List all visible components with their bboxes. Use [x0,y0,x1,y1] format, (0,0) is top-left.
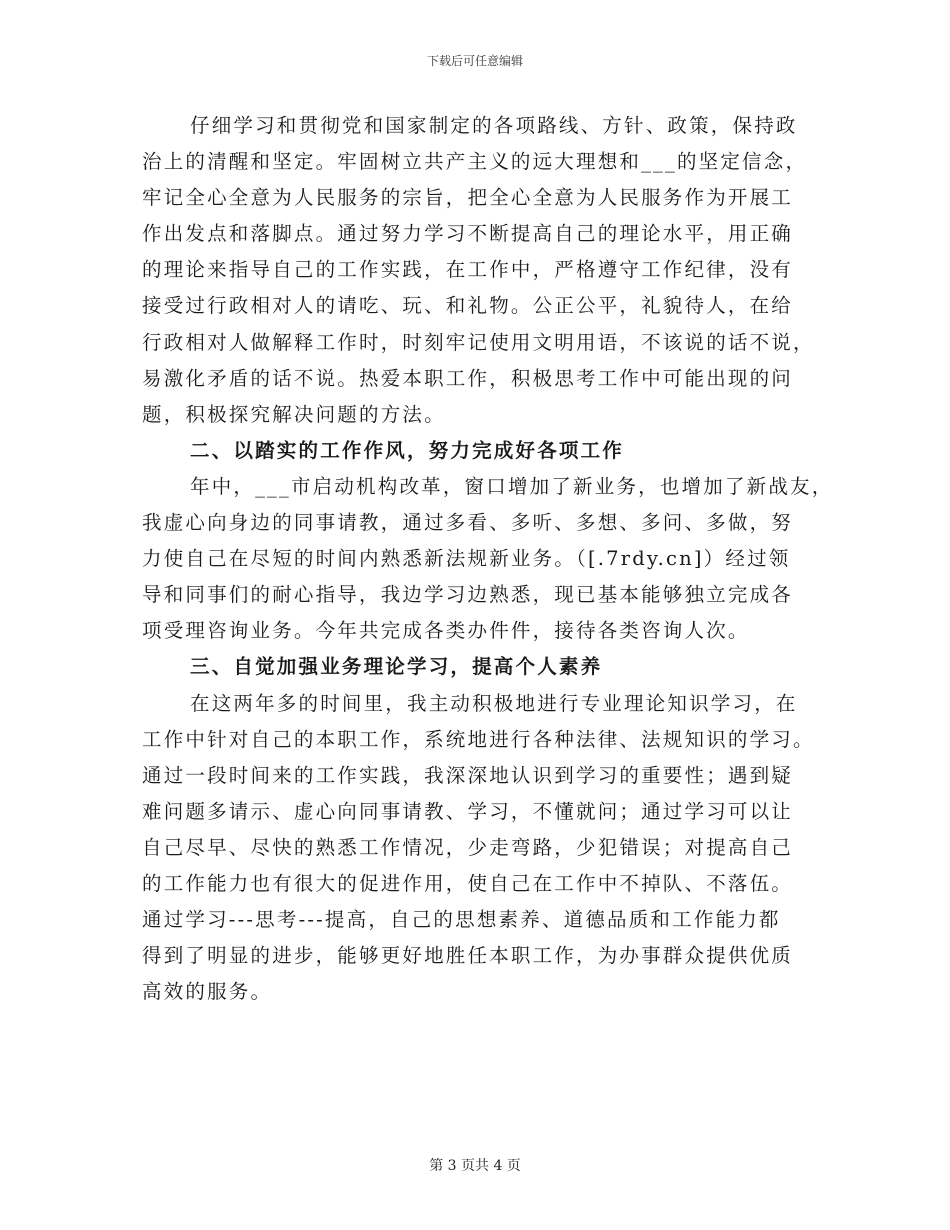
heading-text: 二、以踏实的工作作风，努力完成好各项工作 [190,438,625,462]
paragraph-line: 接受过行政相对人的请吃、玩、和礼物。公正公平，礼貌待人，在给 [142,294,794,318]
paragraph-line: 题，积极探究解决问题的方法。 [142,402,446,426]
paragraph-line: 作出发点和落脚点。通过努力学习不断提高自己的理论水平，用正确 [142,222,794,246]
paragraph-line: 治上的清醒和坚定。牢固树立共产主义的远大理想和___的坚定信念， [142,150,808,174]
paragraph-line: 仔细学习和贯彻党和国家制定的各项路线、方针、政策，保持政 [190,114,798,137]
paragraph-line: 的理论来指导自己的工作实践，在工作中，严格遵守工作纪律，没有 [142,258,794,282]
page-footer: 第 3 页共 4 页 [429,1158,521,1174]
paragraph-line: 力使自己在尽短的时间内熟悉新法规新业务。（[.7rdy.cn]）经过领 [142,547,791,571]
page-header: 下载后可任意编辑 [426,54,523,68]
document-body [142,108,834,1010]
paragraph-line: 自己尽早、尽快的熟悉工作情况，少走弯路，少犯错误；对提高自己 [142,835,794,859]
paragraph-line: 易激化矛盾的话不说。热爱本职工作，积极思考工作中可能出现的问 [142,366,794,390]
heading-text: 三、自觉加强业务理论学习，提高个人素养 [190,655,603,679]
paragraph-line: 在这两年多的时间里，我主动积极地进行专业理论知识学习，在 [190,691,798,715]
section-heading [142,433,814,469]
body-paragraph [142,108,814,433]
paragraph-line: 年中，___市启动机构改革，窗口增加了新业务，也增加了新战友， [190,474,834,498]
paragraph-line: 工作中针对自己的本职工作，系统地进行各种法律、法规知识的学习。 [142,727,815,751]
paragraph-line: 牢记全心全意为人民服务的宗旨，把全心全意为人民服务作为开展工 [142,186,794,210]
paragraph-line: 我虚心向身边的同事请教，通过多看、多听、多想、多问、多做，努 [142,511,794,535]
paragraph-line: 高效的服务。 [142,980,273,1004]
paragraph-line: 通过学习---思考---提高，自己的思想素养、道德品质和工作能力都 [142,908,781,932]
paragraph-line: 难问题多请示、虚心向同事请教、学习，不懂就问；通过学习可以让 [142,799,794,823]
body-paragraph [142,686,814,1011]
paragraph-line: 导和同事们的耐心指导，我边学习边熟悉，现已基本能够独立完成各 [142,583,794,607]
paragraph-line: 得到了明显的进步，能够更好地胜任本职工作，为办事群众提供优质 [142,944,794,968]
paragraph-line: 通过一段时间来的工作实践，我深深地认识到学习的重要性；遇到疑 [142,763,794,787]
section-heading [142,649,814,685]
paragraph-line: 的工作能力也有很大的促进作用，使自己在工作中不掉队、不落伍。 [142,871,794,895]
paragraph-line: 行政相对人做解释工作时，时刻牢记使用文明用语，不该说的话不说， [142,330,815,354]
paragraph-line: 项受理咨询业务。今年共完成各类办件件，接待各类咨询人次。 [142,619,750,643]
body-paragraph [142,469,834,649]
